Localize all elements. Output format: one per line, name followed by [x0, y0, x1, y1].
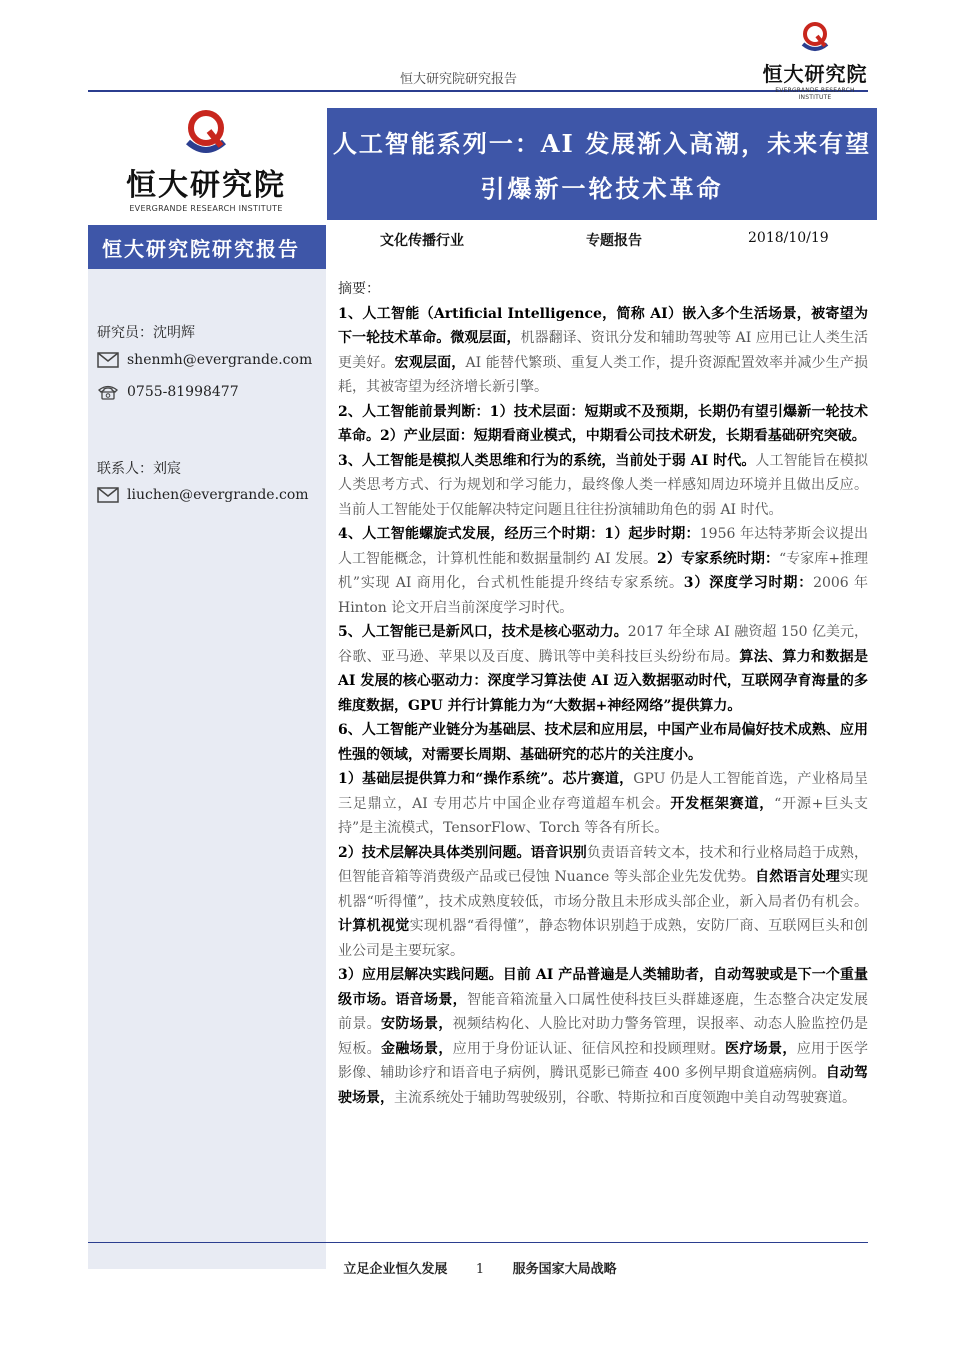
footer-left-slogan: 立足企业恒久发展 [343, 1262, 448, 1277]
page-footer [0, 1258, 960, 1277]
logo-en: EVERGRANDE RESEARCH INSTITUTE [775, 87, 855, 101]
report-date: 2018/10/19 [748, 230, 829, 246]
header-logo [760, 22, 870, 101]
abstract-paragraph-4: 4、人工智能螺旋式发展，经历三个时期：1）起步时期：1956 年达特茅斯会议提出人工智能概念，计算机性能和数据量制约 AI 发展。2）专家系统时期：“专家库+推理机”实现 AI 商用化，台式机性能提升终结专家系统。3）深度学习时期：2006 年 Hinton 论文开启当前深度学习时代。 [338, 526, 869, 616]
researcher-email[interactable]: shenmh@evergrande.com [127, 352, 313, 368]
abstract-paragraph-6: 6、人工智能产业链分为基础层、技术层和应用层，中国产业布局偏好技术成熟、应用性强的领域，对需要长周期、基础研究的芯片的关注度小。 [338, 722, 868, 763]
header-rule [88, 90, 868, 92]
researcher-phone-row [97, 384, 239, 400]
contact-email-row [97, 487, 309, 503]
footer-right-slogan: 服务国家大局战略 [512, 1262, 617, 1277]
researcher-label: 研究员：沈明辉 [97, 325, 195, 341]
contact-email[interactable]: liuchen@evergrande.com [127, 487, 309, 503]
phone-icon [97, 384, 119, 400]
abstract-paragraph-5: 5、人工智能已是新风口，技术是核心驱动力。2017 年全球 AI 融资超 150 亿美元，谷歌、亚马逊、苹果以及百度、腾讯等中美科技巨头纷纷布局。算法、算力和数据是 AI 发展的核心驱动力：深度学习算法使 AI 迈入数据驱动时代，互联网孕育海量的多维度数据，GPU 并行计算能力为“大数据+神经网络”提供算力。 [338, 624, 869, 714]
sidebar-panel [88, 269, 326, 1269]
logo-name: 恒大研究院 [126, 168, 286, 203]
researcher-phone: 0755-81998477 [127, 384, 239, 400]
evergrande-logo-icon [178, 108, 234, 156]
contact-label: 联系人：刘宸 [97, 461, 181, 477]
running-title: 恒大研究院研究报告 [400, 72, 518, 87]
email-icon [97, 352, 119, 368]
report-type-label: 专题报告 [586, 233, 642, 249]
abstract-body [338, 277, 868, 1110]
abstract-paragraph-2: 2、人工智能前景判断：1）技术层面：短期或不及预期，长期仍有望引爆新一轮技术革命。2）产业层面：短期看商业模式，中期看公司技术研发，长期看基础研究突破。 [338, 403, 868, 444]
industry-label: 文化传播行业 [380, 233, 464, 249]
sidebar-logo [88, 108, 324, 218]
abstract-paragraph-7: 1）基础层提供算力和“操作系统”。芯片赛道，GPU 仍是人工智能首选，产业格局呈三足鼎立，AI 专用芯片中国企业存弯道超车机会。开发框架赛道，“开源+巨头支持”是主流模式，TensorFlow、Torch 等各有所长。 [338, 771, 869, 836]
email-icon [97, 487, 119, 503]
researcher-email-row [97, 352, 312, 368]
title-line-1: 人工智能系列一：AI 发展渐入高潮，未来有望 [332, 129, 872, 158]
title-line-2: 引爆新一轮技术革命 [480, 174, 724, 203]
footer-rule [88, 1242, 868, 1243]
logo-name: 恒大研究院 [762, 62, 868, 86]
abstract-paragraph-1: 1、人工智能（Artificial Intelligence，简称 AI）嵌入多个生活场景，被寄望为下一轮技术革命。微观层面，机器翻译、资讯分发和辅助驾驶等 AI 应用已让人类生活更美好。宏观层面，AI 能替代繁琐、重复人类工作，提升资源配置效率并减少生产损耗，其被寄望为经济增长新引擎。 [338, 305, 869, 395]
abstract-paragraph-8: 2）技术层解决具体类别问题。语音识别负责语音转文本，技术和行业格局趋于成熟，但智能音箱等消费级产品或已侵蚀 Nuance 等头部企业先发优势。自然语言处理实现机器“听得懂”，技术成熟度较低，市场分散且未形成头部企业，新入局者仍有机会。计算机视觉实现机器“看得懂”，静态物体识别趋于成熟，安防厂商、互联网巨头和创业公司是主要玩家。 [338, 844, 869, 959]
evergrande-logo-icon [795, 22, 835, 52]
logo-en: EVERGRANDE RESEARCH INSTITUTE [129, 204, 283, 213]
abstract-heading: 摘要： [338, 281, 380, 297]
sidebar-band-title: 恒大研究院研究报告 [88, 225, 326, 269]
page-number: 1 [475, 1262, 485, 1277]
report-title [327, 108, 877, 220]
abstract-paragraph-9: 3）应用层解决实践问题。目前 AI 产品普遍是人类辅助者，自动驾驶或是下一个重量级市场。语音场景，智能音箱流量入口属性使科技巨头群雄逐鹿，生态整合决定发展前景。安防场景，视频结构化、人脸比对助力警务管理，误报率、动态人脸监控仍是短板。金融场景，应用于身份证认证、征信风控和投顾理财。医疗场景，应用于医学影像、辅助诊疗和语音电子病例，腾讯觅影已筛查 400 多例早期食道癌病例。自动驾驶场景，主流系统处于辅助驾驶级别，谷歌、特斯拉和百度领跑中美自动驾驶赛道。 [338, 967, 869, 1106]
abstract-paragraph-3: 3、人工智能是模拟人类思维和行为的系统，当前处于弱 AI 时代。人工智能旨在模拟人类思考方式、行为规划和学习能力，最终像人类一样感知周边环境并且做出反应。当前人工智能处于仅能解决特定问题且往往扮演辅助角色的弱 AI 时代。 [338, 452, 869, 518]
